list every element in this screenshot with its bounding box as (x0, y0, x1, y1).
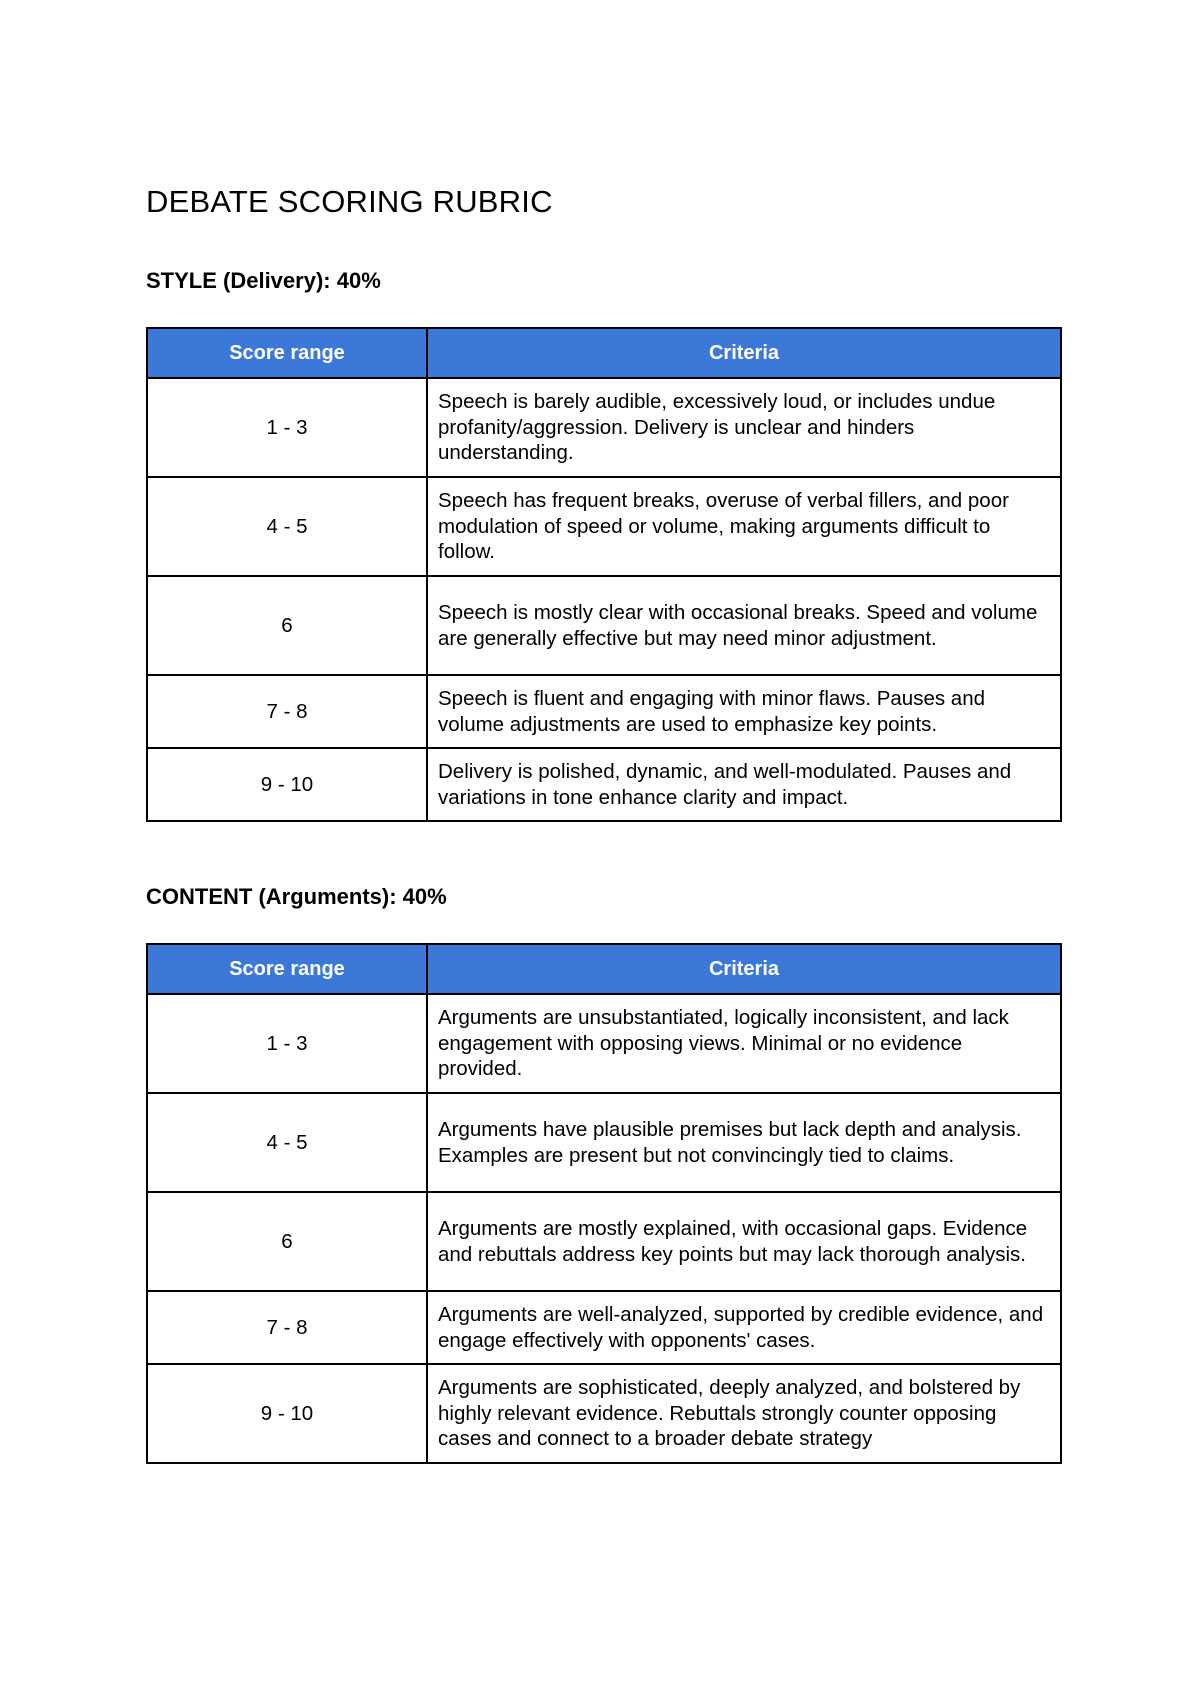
criteria-cell: Arguments are mostly explained, with occasional gaps. Evidence and rebuttals address key points but may lack thorough analysis. (427, 1192, 1061, 1291)
criteria-cell: Speech has frequent breaks, overuse of verbal fillers, and poor modulation of speed or volume, making arguments difficult to follow. (427, 477, 1061, 576)
criteria-cell: Delivery is polished, dynamic, and well-modulated. Pauses and variations in tone enhance clarity and impact. (427, 748, 1061, 821)
content-section-heading: CONTENT (Arguments): 40% (146, 884, 447, 909)
criteria-cell: Speech is barely audible, excessively loud, or includes undue profanity/aggression. Delivery is unclear and hinders understanding. (427, 378, 1061, 477)
column-header-score-range: Score range (147, 328, 427, 378)
table-row (147, 378, 1061, 477)
table-row (147, 748, 1061, 821)
table-row (147, 1364, 1061, 1463)
table-row (147, 576, 1061, 675)
score-range-cell: 6 (147, 576, 427, 675)
score-range-cell: 6 (147, 1192, 427, 1291)
score-range-cell: 1 - 3 (147, 994, 427, 1093)
criteria-cell: Arguments are sophisticated, deeply analyzed, and bolstered by highly relevant evidence. Rebuttals strongly counter opposing cases and connect to a broader debate strategy (427, 1364, 1061, 1463)
column-header-criteria: Criteria (427, 328, 1061, 378)
table-header-row (147, 944, 1061, 994)
criteria-cell: Speech is mostly clear with occasional breaks. Speed and volume are generally effective but may need minor adjustment. (427, 576, 1061, 675)
document-title: DEBATE SCORING RUBRIC (146, 184, 553, 219)
score-range-cell: 4 - 5 (147, 1093, 427, 1192)
table-row (147, 994, 1061, 1093)
table-header-row (147, 328, 1061, 378)
table-row (147, 1192, 1061, 1291)
criteria-cell: Arguments are unsubstantiated, logically inconsistent, and lack engagement with opposing views. Minimal or no evidence provided. (427, 994, 1061, 1093)
content-rubric-table (146, 943, 1062, 1464)
table-row (147, 675, 1061, 748)
criteria-cell: Arguments have plausible premises but lack depth and analysis. Examples are present but not convincingly tied to claims. (427, 1093, 1061, 1192)
table-row (147, 1291, 1061, 1364)
table-row (147, 1093, 1061, 1192)
column-header-criteria: Criteria (427, 944, 1061, 994)
table-row (147, 477, 1061, 576)
style-rubric-table (146, 327, 1062, 822)
score-range-cell: 9 - 10 (147, 748, 427, 821)
score-range-cell: 1 - 3 (147, 378, 427, 477)
criteria-cell: Arguments are well-analyzed, supported by credible evidence, and engage effectively with opponents' cases. (427, 1291, 1061, 1364)
score-range-cell: 9 - 10 (147, 1364, 427, 1463)
style-section-heading: STYLE (Delivery): 40% (146, 268, 381, 293)
criteria-cell: Speech is fluent and engaging with minor flaws. Pauses and volume adjustments are used to emphasize key points. (427, 675, 1061, 748)
score-range-cell: 4 - 5 (147, 477, 427, 576)
score-range-cell: 7 - 8 (147, 1291, 427, 1364)
column-header-score-range: Score range (147, 944, 427, 994)
score-range-cell: 7 - 8 (147, 675, 427, 748)
